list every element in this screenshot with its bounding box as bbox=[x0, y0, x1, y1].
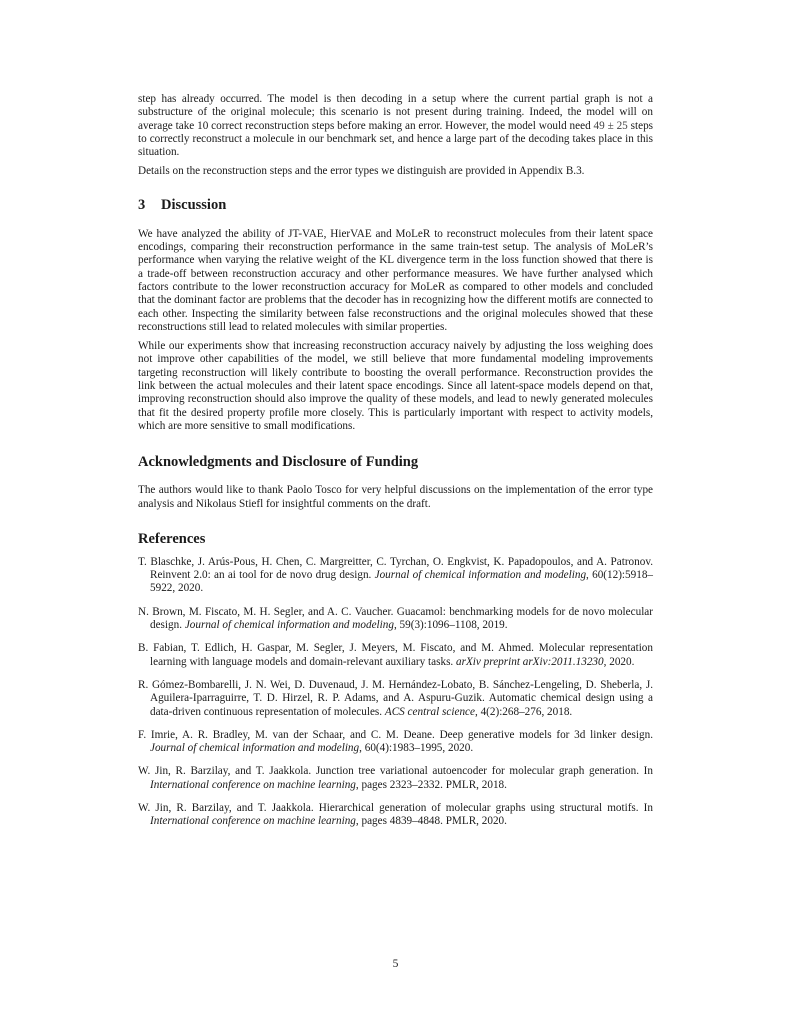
math-expression: 49 ± 25 bbox=[593, 119, 628, 132]
reference-item: B. Fabian, T. Edlich, H. Gaspar, M. Segler, J. Meyers, M. Fiscato, and M. Ahmed. Molecular representation learning with language models and domain-relevant auxiliary tasks. arXiv preprint arXiv:2011.13230, 2020. bbox=[138, 642, 653, 668]
reference-item: W. Jin, R. Barzilay, and T. Jaakkola. Hierarchical generation of molecular graphs using structural motifs. In International conference on machine learning, pages 4839–4848. PMLR, 2020. bbox=[138, 801, 653, 828]
details-paragraph: Details on the reconstruction steps and the error types we distinguish are provided in Appendix B.3. bbox=[138, 165, 585, 178]
discussion-paragraph: We have analyzed the ability of JT-VAE, HierVAE and MoLeR to reconstruct molecules from their latent space encodings, comparing their reconstruction performance in the same train-test setup. The analysis of MoLeR’s performance when varying the relative weight of the KL divergence term in the loss function showed that there is a trade-off between reconstruction accuracy and other performance measures. We have further analysed which factors contribute to the lower reconstruction accuracy for MoLeR as compared to other models and concluded that the dominant factor are problems that the decoder has in recognizing how the different motifs are connected to each other. Inspecting the similarity between false reconstructions and the original molecules showed that these reconstructions still lead to related molecules with similar properties. bbox=[138, 227, 653, 333]
intro-text-end: steps to correctly reconstruct a molecule in our benchmark set, and hence a large part of the decoding takes place in this situation. bbox=[138, 119, 654, 159]
reference-item: T. Blaschke, J. Arús-Pous, H. Chen, C. Margreitter, C. Tyrchan, O. Engkvist, K. Papadopoulos, and A. Patronov. Reinvent 2.0: an ai tool for de novo drug design. Journal of chemical information and modeling, 60(12):5918–5922, 2020. bbox=[138, 555, 654, 595]
discussion-heading bbox=[138, 196, 653, 214]
reference-item: R. Gómez-Bombarelli, J. N. Wei, D. Duvenaud, J. M. Hernández-Lobato, B. Sánchez-Lengeling, D. Sheberla, J. Aguilera-Iparraguirre, T. D. Hirzel, R. P. Adams, and A. Aspuru-Guzik. Automatic chemical design using a data-driven continuous representation of molecules. ACS central science, 4(2):268–276, 2018. bbox=[138, 678, 653, 718]
reference-item: W. Jin, R. Barzilay, and T. Jaakkola. Junction tree variational autoencoder for molecular graph generation. In International conference on machine learning, pages 2323–2332. PMLR, 2018. bbox=[138, 765, 653, 791]
discussion-paragraph: While our experiments show that increasing reconstruction accuracy naively by adjusting the loss weighing does not improve other capabilities of the model, we still believe that more fundamental modeling improvements targeting reconstruction will likely contribute to boosting the overall performance. Reconstruction provides the link between the actual molecules and their latent space encodings. Since all latent-space models depend on that, improving reconstruction should also improve the quality of these models, and lead to newly generated molecules that fit the desired property profile more closely. This is particularly important with respect to activity models, which are more sensitive to small modifications. bbox=[138, 340, 653, 432]
section-number: 3 bbox=[138, 196, 146, 213]
intro-paragraph bbox=[138, 93, 653, 159]
reference-list bbox=[138, 556, 653, 829]
section-title: Discussion bbox=[161, 196, 227, 213]
page-number: 5 bbox=[392, 958, 399, 970]
acknowledgments-paragraph: The authors would like to thank Paolo Tosco for very helpful discussions on the implementation of the error type analysis and Nikolaus Stiefl for insightful comments on the draft. bbox=[138, 484, 653, 510]
page-body bbox=[138, 93, 653, 839]
reference-item: N. Brown, M. Fiscato, M. H. Segler, and A. C. Vaucher. Guacamol: benchmarking models for de novo molecular design. Journal of chemical information and modeling, 59(3):1096–1108, 2019. bbox=[138, 605, 653, 632]
intro-text: step has already occurred. The model is then decoding in a setup where the current partial graph is not a substructure of the original molecule; this scenario is not present during training. Indeed, the model will on average take 10 correct reconstruction steps before making an error. However, the model would need bbox=[138, 93, 653, 132]
references-heading: References bbox=[138, 530, 206, 547]
reference-item: F. Imrie, A. R. Bradley, M. van der Schaar, and C. M. Deane. Deep generative models for 3d linker design. Journal of chemical information and modeling, 60(4):1983–1995, 2020. bbox=[138, 728, 653, 755]
acknowledgments-heading: Acknowledgments and Disclosure of Funding bbox=[138, 454, 419, 471]
